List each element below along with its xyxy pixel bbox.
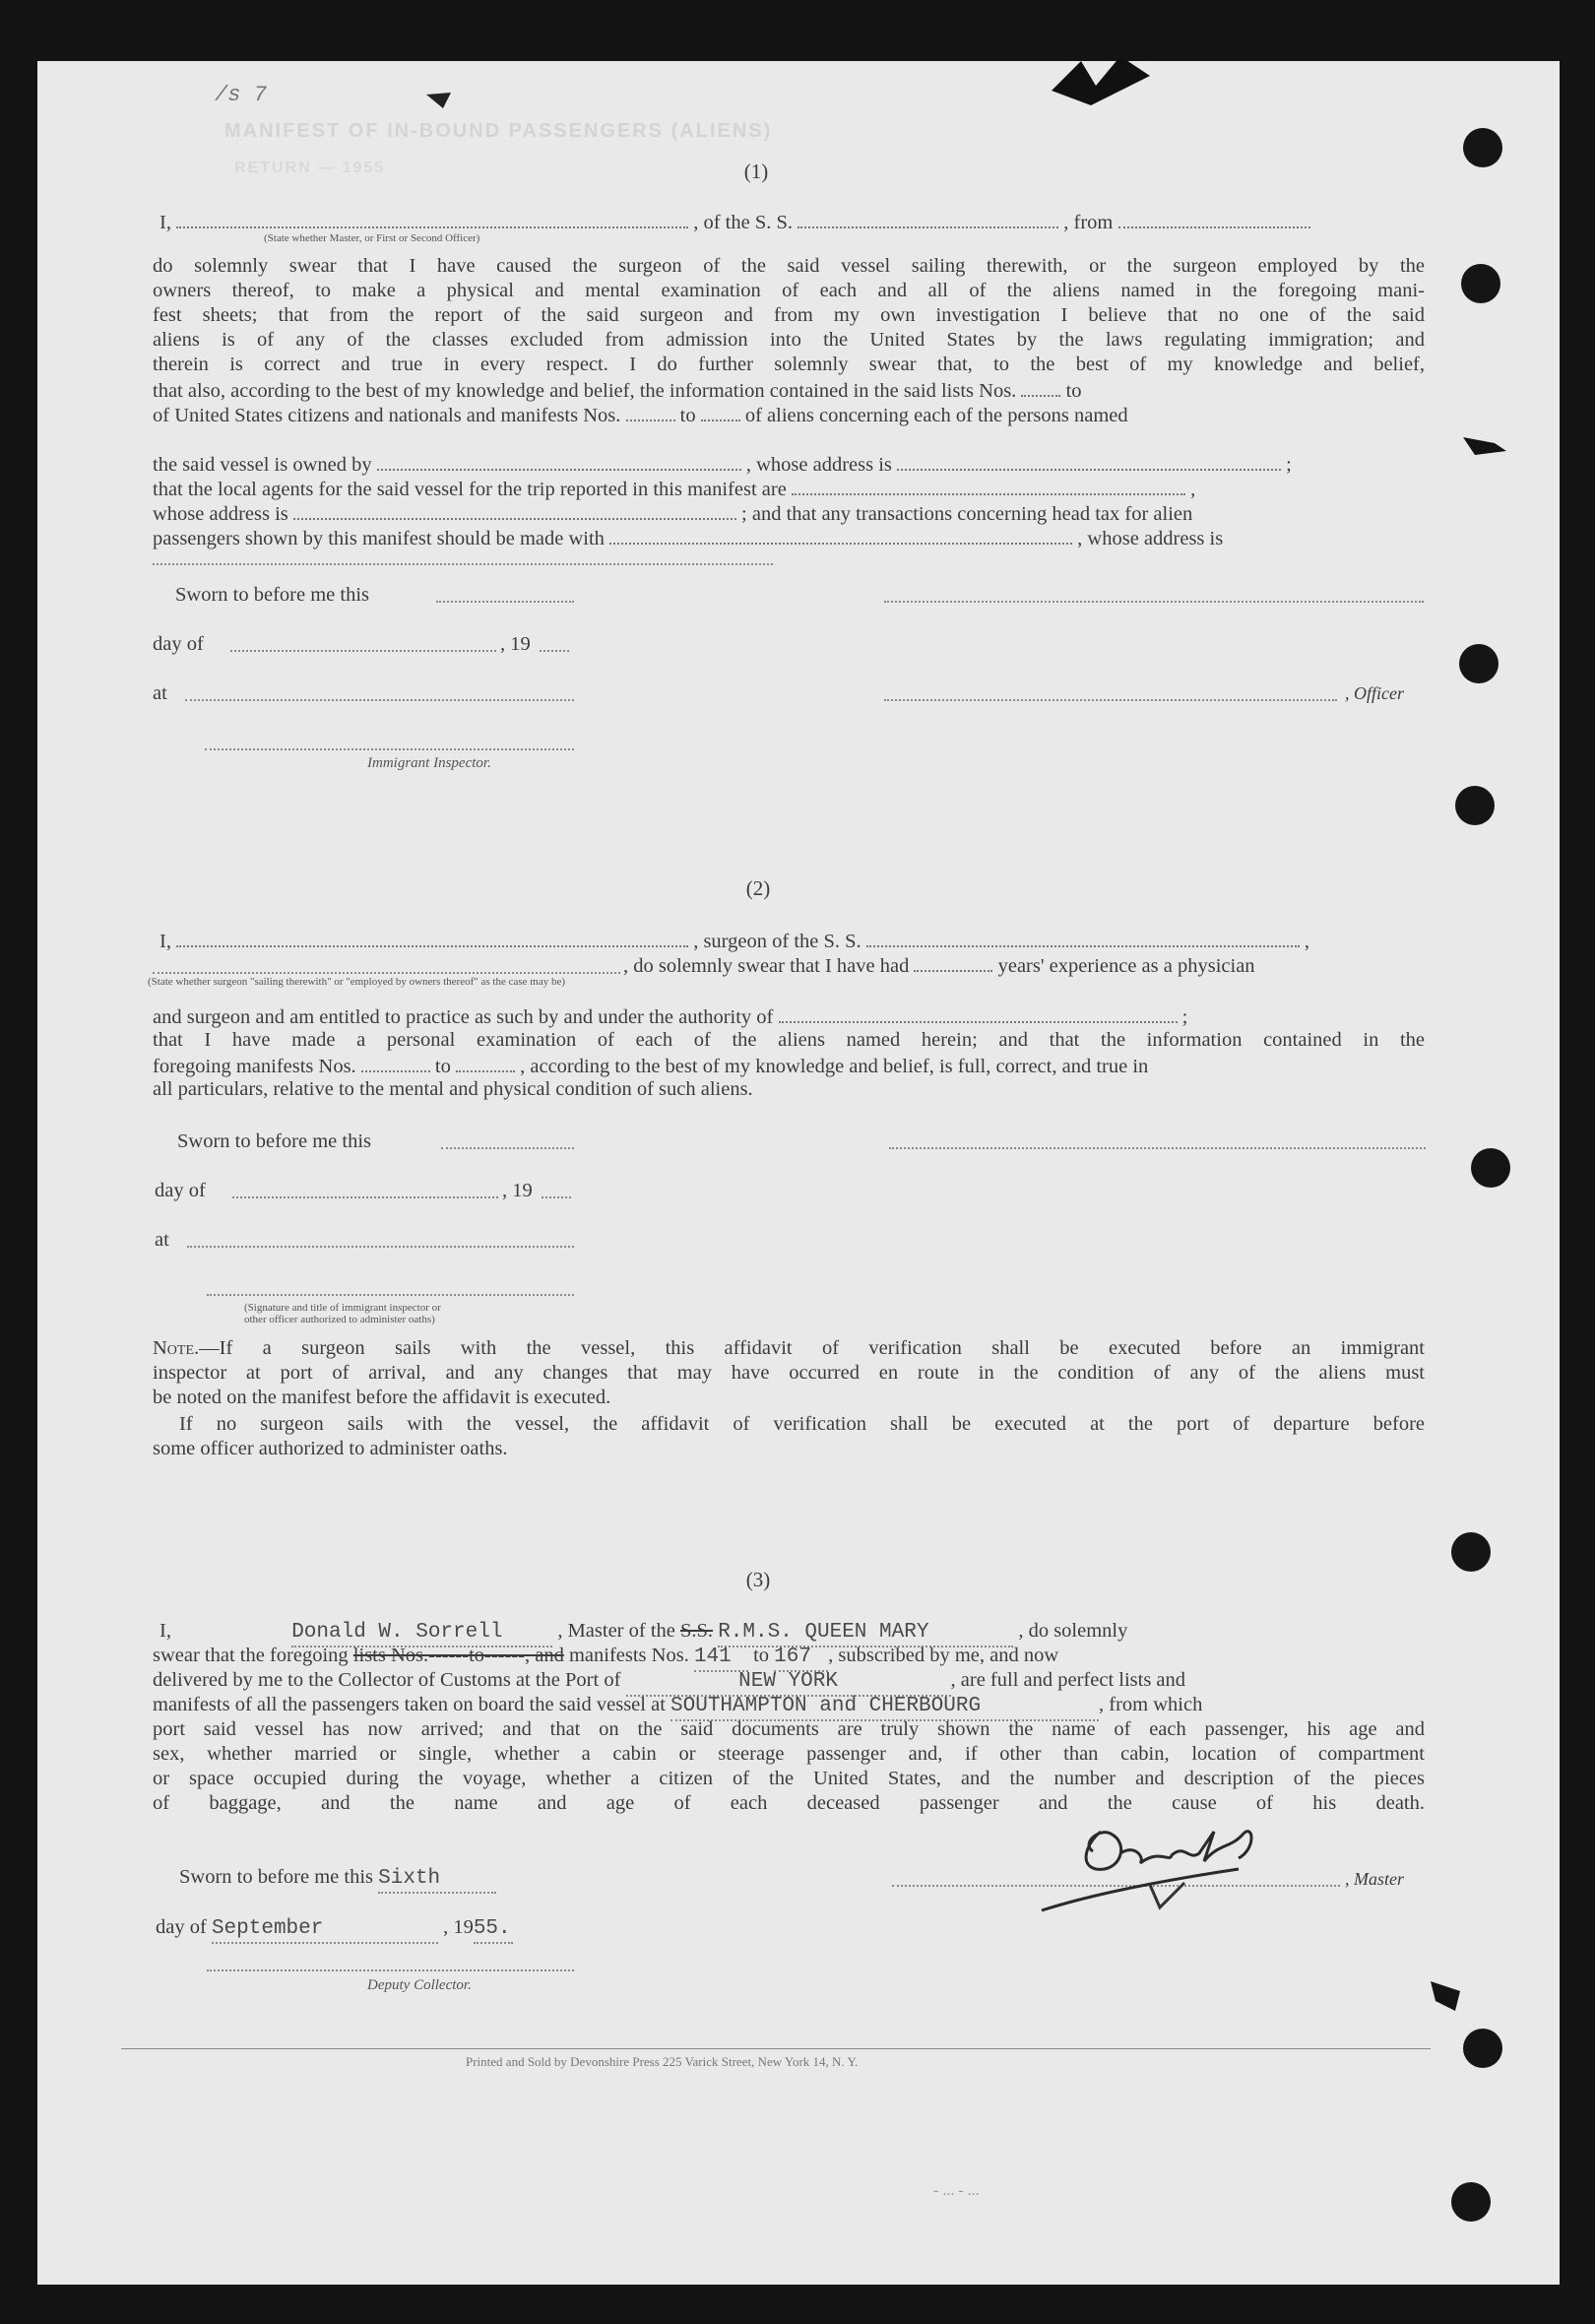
- s3-year: 55.: [474, 1916, 513, 1944]
- s3-master-label: , Master: [1345, 1869, 1404, 1889]
- section-2-number: (2): [745, 876, 771, 900]
- s2-authority-field[interactable]: [779, 1003, 1178, 1023]
- s3-line-1: I, Donald W. Sorrell , Master of the S.S. R.M.S. QUEEN MARY , do solemnly: [160, 1619, 1127, 1647]
- s2-note-1: Note.—If a surgeon sails with the vessel, this affidavit of verification shall be executed before an immigrant: [153, 1337, 1425, 1359]
- s2-years-field[interactable]: [914, 952, 992, 972]
- s1-inspector-signature[interactable]: [205, 748, 574, 750]
- s1-from-field[interactable]: [1118, 209, 1310, 228]
- s1-sworn-label: Sworn to before me this: [175, 584, 369, 606]
- s1-year-label: , 19: [500, 633, 531, 655]
- s2-surgeon-name-field[interactable]: [176, 928, 688, 947]
- s2-at-field[interactable]: [187, 1246, 574, 1248]
- s1-of-the-ss: , of the S. S.: [693, 212, 794, 233]
- s3-manifest-from: 141: [694, 1645, 748, 1672]
- s1-officer-hint: (State whether Master, or First or Second Officer): [264, 232, 480, 244]
- punch-hole: [1463, 128, 1502, 167]
- s3-port: NEW YORK: [626, 1669, 951, 1697]
- s2-note-3: be noted on the manifest before the affidavit is executed.: [153, 1387, 611, 1408]
- bottom-faint-mark: - ... - ...: [933, 2182, 980, 2199]
- s3-sworn-day: Sixth: [378, 1866, 496, 1894]
- s1-lists-to-field[interactable]: [626, 402, 675, 421]
- s3-deputy-signature[interactable]: [207, 1969, 574, 1971]
- s1-owner-field[interactable]: [377, 451, 741, 471]
- section-1-number: (1): [743, 160, 769, 183]
- ink-blot-top: [1042, 51, 1160, 110]
- s3-line-2: swear that the foregoing lists Nos.------to------, and manifests Nos. 141 to 167 , subscribed by me, and now: [153, 1644, 1058, 1672]
- s2-nos-to-field[interactable]: [456, 1053, 515, 1072]
- s2-sworn-field[interactable]: [441, 1147, 574, 1149]
- s1-lists-from-field[interactable]: [1021, 377, 1060, 397]
- s3-month: September: [212, 1916, 438, 1944]
- s2-inspector-hint-2: other officer authorized to administer oaths): [244, 1314, 435, 1325]
- bleed-through-header: MANIFEST OF IN-BOUND PASSENGERS (ALIENS): [224, 120, 773, 142]
- footer-rule: [121, 2048, 1431, 2049]
- s2-signature-field[interactable]: [889, 1147, 1426, 1149]
- s1-inspector-label: Immigrant Inspector.: [367, 755, 491, 771]
- punch-hole: [1459, 644, 1499, 683]
- s2-day-field[interactable]: [232, 1196, 498, 1198]
- s3-day-line: day of September , 1955.: [156, 1915, 513, 1944]
- s2-line-i: I, , surgeon of the S. S. ,: [160, 928, 1309, 955]
- s2-nos-from-field[interactable]: [361, 1053, 430, 1072]
- s2-inspector-hint-1: (Signature and title of immigrant inspector or: [244, 1302, 441, 1314]
- s3-manifest-to: 167: [774, 1645, 828, 1672]
- s1-line-4: aliens is of any of the classes excluded from admission into the United States by the laws regulating immigration; and: [153, 329, 1425, 351]
- s1-address-line[interactable]: [153, 563, 773, 565]
- s1-line-2: owners thereof, to make a physical and mental examination of each and all of the aliens named in the foregoing mani-: [153, 280, 1425, 301]
- s2-line-5: foregoing manifests Nos. to , according to the best of my knowledge and belief, is full, correct, and true in: [153, 1053, 1148, 1080]
- s2-line-4: that I have made a personal examination of each of the aliens named herein; and that the information contained in the: [153, 1029, 1425, 1051]
- punch-hole: [1451, 1532, 1491, 1572]
- s1-line-6: that also, according to the best of my knowledge and belief, the information contained in the said lists Nos. to: [153, 377, 1082, 405]
- punch-hole: [1451, 2182, 1491, 2222]
- punch-hole: [1455, 786, 1495, 825]
- s3-vessel-name: R.M.S. QUEEN MARY: [718, 1620, 1013, 1647]
- s2-sworn-label: Sworn to before me this: [177, 1130, 371, 1152]
- punch-hole: [1471, 1148, 1510, 1188]
- bleed-through-header-2: RETURN — 1955: [234, 160, 386, 176]
- s1-at-label: at: [153, 682, 167, 704]
- s2-vessel-field[interactable]: [866, 928, 1300, 947]
- printer-imprint: Printed and Sold by Devonshire Press 225 Varick Street, New York 14, N. Y.: [466, 2054, 859, 2069]
- s1-manifest-to-field[interactable]: [701, 402, 740, 421]
- s1-day-of-label: day of: [153, 633, 204, 655]
- s2-note-5: some officer authorized to administer oaths.: [153, 1438, 508, 1459]
- s3-deputy-label: Deputy Collector.: [367, 1977, 472, 1993]
- s2-note-2: inspector at port of arrival, and any changes that may have occurred en route in the condition of any of the aliens must: [153, 1362, 1425, 1384]
- section-3-number: (3): [745, 1568, 771, 1591]
- s2-inspector-signature[interactable]: [207, 1294, 574, 1296]
- top-handwritten-mark: /s 7: [215, 83, 267, 107]
- s1-year-field[interactable]: [540, 650, 569, 652]
- ink-blot-right: [1455, 425, 1514, 465]
- s3-line-8: of baggage, and the name and age of each deceased passenger and the cause of his death.: [153, 1792, 1425, 1814]
- punch-hole: [1461, 264, 1500, 303]
- ink-blot-right-2: [1426, 1971, 1485, 2031]
- s1-from-label: , from: [1063, 212, 1114, 233]
- s2-day-of-label: day of: [155, 1180, 206, 1201]
- s1-line-11: whose address is ; and that any transactions concerning head tax for alien: [153, 500, 1192, 528]
- s1-i-label: I,: [160, 212, 171, 233]
- s3-master-name: Donald W. Sorrell: [291, 1620, 552, 1647]
- s2-year-label: , 19: [502, 1180, 533, 1201]
- s1-vessel-field[interactable]: [798, 209, 1058, 228]
- s1-officer-signature-field[interactable]: [884, 601, 1424, 603]
- s3-line-7: or space occupied during the voyage, whether a citizen of the United States, and the number and description of the pieces: [153, 1768, 1425, 1789]
- s2-surgeon-line2[interactable]: [153, 972, 620, 974]
- s1-line-9: the said vessel is owned by , whose address is ;: [153, 451, 1292, 479]
- s1-agent-address-field[interactable]: [293, 500, 736, 520]
- s1-local-agents-field[interactable]: [792, 476, 1185, 495]
- s1-line-7: of United States citizens and nationals and manifests Nos. to of aliens concerning each of the persons named: [153, 402, 1128, 429]
- s3-line-5: port said vessel has now arrived; and that on the said documents are truly shown the name of each passenger, his age and: [153, 1718, 1425, 1740]
- punch-hole: [1463, 2029, 1502, 2068]
- s2-note-4: If no surgeon sails with the vessel, the affidavit of verification shall be executed at the port of departure before: [179, 1413, 1425, 1435]
- s2-year-field[interactable]: [542, 1196, 571, 1198]
- s3-line-4: manifests of all the passengers taken on board the said vessel at SOUTHAMPTON and CHERBOURG , from which: [153, 1693, 1202, 1721]
- s1-owner-address-field[interactable]: [897, 451, 1281, 471]
- s1-at-field[interactable]: [185, 699, 574, 701]
- s1-officer-line[interactable]: [884, 699, 1337, 701]
- s1-officer-field[interactable]: [176, 209, 688, 228]
- s1-line-12: passengers shown by this manifest should be made with , whose address is: [153, 525, 1223, 552]
- s2-line-6: all particulars, relative to the mental and physical condition of such aliens.: [153, 1078, 753, 1100]
- s1-officer-label: , Officer: [1345, 683, 1404, 703]
- s2-line-3: and surgeon and am entitled to practice as such by and under the authority of ;: [153, 1003, 1187, 1031]
- s1-day-field[interactable]: [230, 650, 496, 652]
- manifest-page: [37, 61, 1560, 2285]
- s1-line-10: that the local agents for the said vessel for the trip reported in this manifest are ,: [153, 476, 1195, 503]
- s3-sworn-line: Sworn to before me this Sixth: [179, 1865, 496, 1894]
- s2-at-label: at: [155, 1229, 169, 1251]
- s2-line-2: , do solemnly swear that I have had years' experience as a physician: [623, 952, 1255, 980]
- s1-line-3: fest sheets; that from the report of the said surgeon and from my own investigation I believe that no one of the said: [153, 304, 1425, 326]
- master-signature: [1002, 1804, 1317, 1942]
- s1-sworn-field[interactable]: [436, 601, 574, 603]
- s1-line-5: therein is correct and true in every respect. I do further solemnly swear that, to the best of my knowledge and belief,: [153, 354, 1425, 375]
- s1-line-1: do solemnly swear that I have caused the surgeon of the said vessel sailing therewith, or the surgeon employed by the: [153, 255, 1425, 277]
- ink-mark-top: [421, 85, 461, 114]
- s3-departure-ports: SOUTHAMPTON and CHERBOURG: [670, 1694, 1099, 1721]
- s3-line-6: sex, whether married or single, whether a cabin or steerage passenger and, if other than cabin, location of compartment: [153, 1743, 1425, 1765]
- s1-head-tax-field[interactable]: [609, 525, 1072, 545]
- s2-surgeon-hint: (State whether surgeon "sailing therewith" or "employed by owners thereof" as the case may be): [148, 976, 566, 988]
- s3-line-3: delivered by me to the Collector of Customs at the Port of NEW YORK , are full and perfect lists and: [153, 1668, 1185, 1697]
